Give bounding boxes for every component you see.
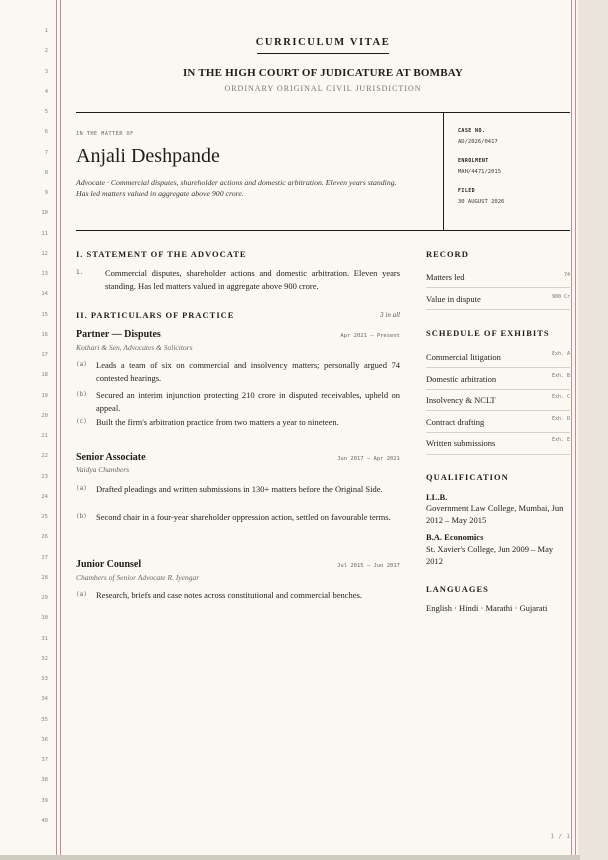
- record-label: Value in dispute: [426, 294, 481, 304]
- caption-rule-bottom: [76, 230, 570, 231]
- record-divider: [426, 309, 570, 310]
- line-number: 2: [44, 48, 48, 55]
- degree: LL.B.: [426, 492, 448, 502]
- job-dates: Apr 2021 – Present: [340, 333, 400, 339]
- line-number: 32: [41, 655, 48, 662]
- line-number: 33: [41, 676, 48, 682]
- bullet-mark: (b): [76, 513, 87, 520]
- exhibit-ref: Exh. B: [551, 373, 570, 379]
- bullet-text: Second chair in a four-year shareholder oppression action, settled on favourable terms.: [96, 512, 391, 522]
- exhibits-heading: SCHEDULE OF EXHIBITS: [426, 328, 550, 338]
- line-number: 5: [44, 109, 48, 115]
- line-number: 16: [41, 331, 48, 338]
- line-number: 34: [41, 696, 48, 703]
- exhibit-ref: Exh. A: [551, 351, 570, 357]
- exhibit-ref: Exh. C: [551, 394, 570, 400]
- exhibit-label: Commercial litigation: [426, 352, 501, 362]
- bullet-text: Secured an interim injunction protecting 210 crore in disputed receivables, upheld on appeal.: [96, 390, 400, 413]
- bullet-mark: (a): [76, 485, 87, 492]
- case-no-value: AD/2026/0417: [458, 139, 498, 145]
- page-shadow: [0, 855, 580, 860]
- line-number: 28: [41, 574, 48, 581]
- exhibit-divider: [426, 367, 570, 368]
- exhibit-label: Written submissions: [426, 438, 496, 448]
- page-number: 1 / 1: [550, 832, 570, 840]
- line-number: 1: [44, 28, 48, 34]
- line-number: 14: [41, 291, 48, 298]
- line-number: 40: [41, 817, 48, 824]
- bullet-mark: (a): [76, 361, 87, 368]
- line-number: 4: [44, 88, 48, 95]
- job-title: Partner — Disputes: [76, 329, 161, 340]
- institution: St. Xavier's College, Jun 2009 – May 2012: [426, 544, 554, 566]
- line-number: 13: [41, 271, 48, 277]
- exhibit-divider: [426, 389, 570, 390]
- margin-rule: [571, 0, 572, 855]
- record-heading: RECORD: [426, 249, 469, 259]
- exhibit-label: Contract drafting: [426, 417, 485, 427]
- job-org: Chambers of Senior Advocate R. Iyengar: [76, 573, 200, 582]
- line-number: 29: [41, 595, 48, 601]
- line-number: 39: [41, 797, 48, 804]
- languages-heading: LANGUAGES: [426, 584, 489, 594]
- line-number: 12: [41, 250, 48, 257]
- line-number: 21: [41, 433, 48, 439]
- title-underline: [257, 53, 389, 54]
- bullet-text: Drafted pleadings and written submissions in 130+ matters before the Original Side.: [96, 484, 383, 494]
- job-dates: Jun 2017 – Apr 2021: [337, 456, 400, 462]
- line-number: 18: [41, 372, 48, 379]
- job-org: Kothari & Sen, Advocates & Solicitors: [76, 343, 193, 352]
- institution: Government Law College, Mumbai, Jun 2012 – May 2015: [426, 503, 564, 525]
- practice-count: 3 in all: [380, 311, 400, 319]
- margin-rule: [60, 0, 61, 855]
- line-number: 25: [41, 514, 48, 520]
- statement-text: Commercial disputes, shareholder actions and domestic arbitration. Eleven years standing. Has led matters valued in aggregate above 900 crore.: [105, 268, 400, 291]
- line-number: 20: [41, 412, 48, 419]
- filed-value: 30 AUGUST 2026: [458, 199, 505, 205]
- statement-number: 1.: [76, 269, 84, 276]
- statement-heading: I. STATEMENT OF THE ADVOCATE: [76, 249, 247, 259]
- exhibit-ref: Exh. D: [551, 416, 570, 422]
- exhibit-divider: [426, 432, 570, 433]
- line-number: 23: [41, 473, 48, 480]
- exhibit-label: Insolvency & NCLT: [426, 395, 496, 405]
- line-number: 30: [41, 615, 48, 622]
- job-title: Senior Associate: [76, 452, 146, 463]
- line-number: 35: [41, 716, 48, 723]
- bullet-mark: (c): [76, 418, 87, 425]
- document-title: CURRICULUM VITAE: [255, 37, 391, 48]
- bullet-text: Built the firm's arbitration practice from two matters a year to nineteen.: [96, 417, 339, 427]
- line-number: 26: [41, 534, 48, 541]
- exhibit-divider: [426, 410, 570, 411]
- advocate-name: Anjali Deshpande: [76, 145, 220, 167]
- bullet-mark: (a): [76, 591, 87, 598]
- caption-divider: [443, 113, 444, 230]
- job-dates: Jul 2015 – Jun 2017: [337, 563, 400, 569]
- line-number: 22: [41, 453, 48, 460]
- languages-list: English · Hindi · Marathi · Gujarati: [426, 603, 548, 613]
- line-number: 37: [41, 757, 48, 763]
- exhibit-ref: Exh. E: [551, 437, 570, 443]
- practice-heading: II. PARTICULARS OF PRACTICE: [76, 310, 235, 320]
- line-number: 27: [41, 554, 48, 561]
- case-no-label: CASE NO.: [458, 128, 486, 134]
- enrolment-label: ENROLMENT: [458, 158, 489, 164]
- exhibit-label: Domestic arbitration: [426, 374, 497, 384]
- line-number: 7: [44, 149, 48, 156]
- bullet-mark: (b): [76, 391, 87, 398]
- line-number: 17: [41, 352, 48, 358]
- margin-rule: [56, 0, 57, 855]
- record-value: 74: [563, 272, 570, 278]
- job-title: Junior Counsel: [76, 559, 142, 570]
- filed-label: FILED: [458, 188, 476, 194]
- line-number: 15: [41, 311, 48, 318]
- line-number: 9: [44, 190, 48, 196]
- line-number: 6: [44, 129, 48, 136]
- court-name: IN THE HIGH COURT OF JUDICATURE AT BOMBAY: [182, 67, 464, 79]
- bullet-text: Research, briefs and case notes across constitutional and commercial benches.: [96, 590, 362, 600]
- exhibit-divider: [426, 454, 570, 455]
- job-org: Vaidya Chambers: [76, 465, 130, 474]
- tagline: Advocate · Commercial disputes, shareholder actions and domestic arbitration. Eleven years standing. Has led matters valued in aggregate above 900 crore.: [76, 178, 397, 198]
- line-number: 10: [41, 210, 48, 217]
- record-divider: [426, 287, 570, 288]
- line-number: 24: [41, 493, 48, 500]
- line-numbers: [28, 28, 48, 838]
- degree: B.A. Economics: [426, 532, 484, 542]
- qualification-heading: QUALIFICATION: [426, 472, 509, 482]
- line-number: 31: [41, 635, 48, 642]
- caption-rule-top: [76, 112, 570, 113]
- line-number: 38: [41, 777, 48, 784]
- jurisdiction: ORDINARY ORIGINAL CIVIL JURISDICTION: [224, 84, 422, 93]
- line-number: 36: [41, 736, 48, 743]
- line-number: 11: [41, 230, 48, 237]
- bullet-text: Leads a team of six on commercial and insolvency matters; personally argued 74 contested hearings.: [96, 360, 400, 383]
- margin-rule: [575, 0, 576, 855]
- in-matter-label: IN THE MATTER OF: [76, 131, 134, 137]
- line-number: 3: [44, 68, 48, 75]
- record-label: Matters led: [426, 272, 465, 282]
- record-value: 900 Cr: [551, 294, 570, 300]
- line-number: 8: [44, 169, 48, 176]
- line-number: 19: [41, 392, 48, 399]
- enrolment-value: MAH/4471/2015: [458, 169, 502, 175]
